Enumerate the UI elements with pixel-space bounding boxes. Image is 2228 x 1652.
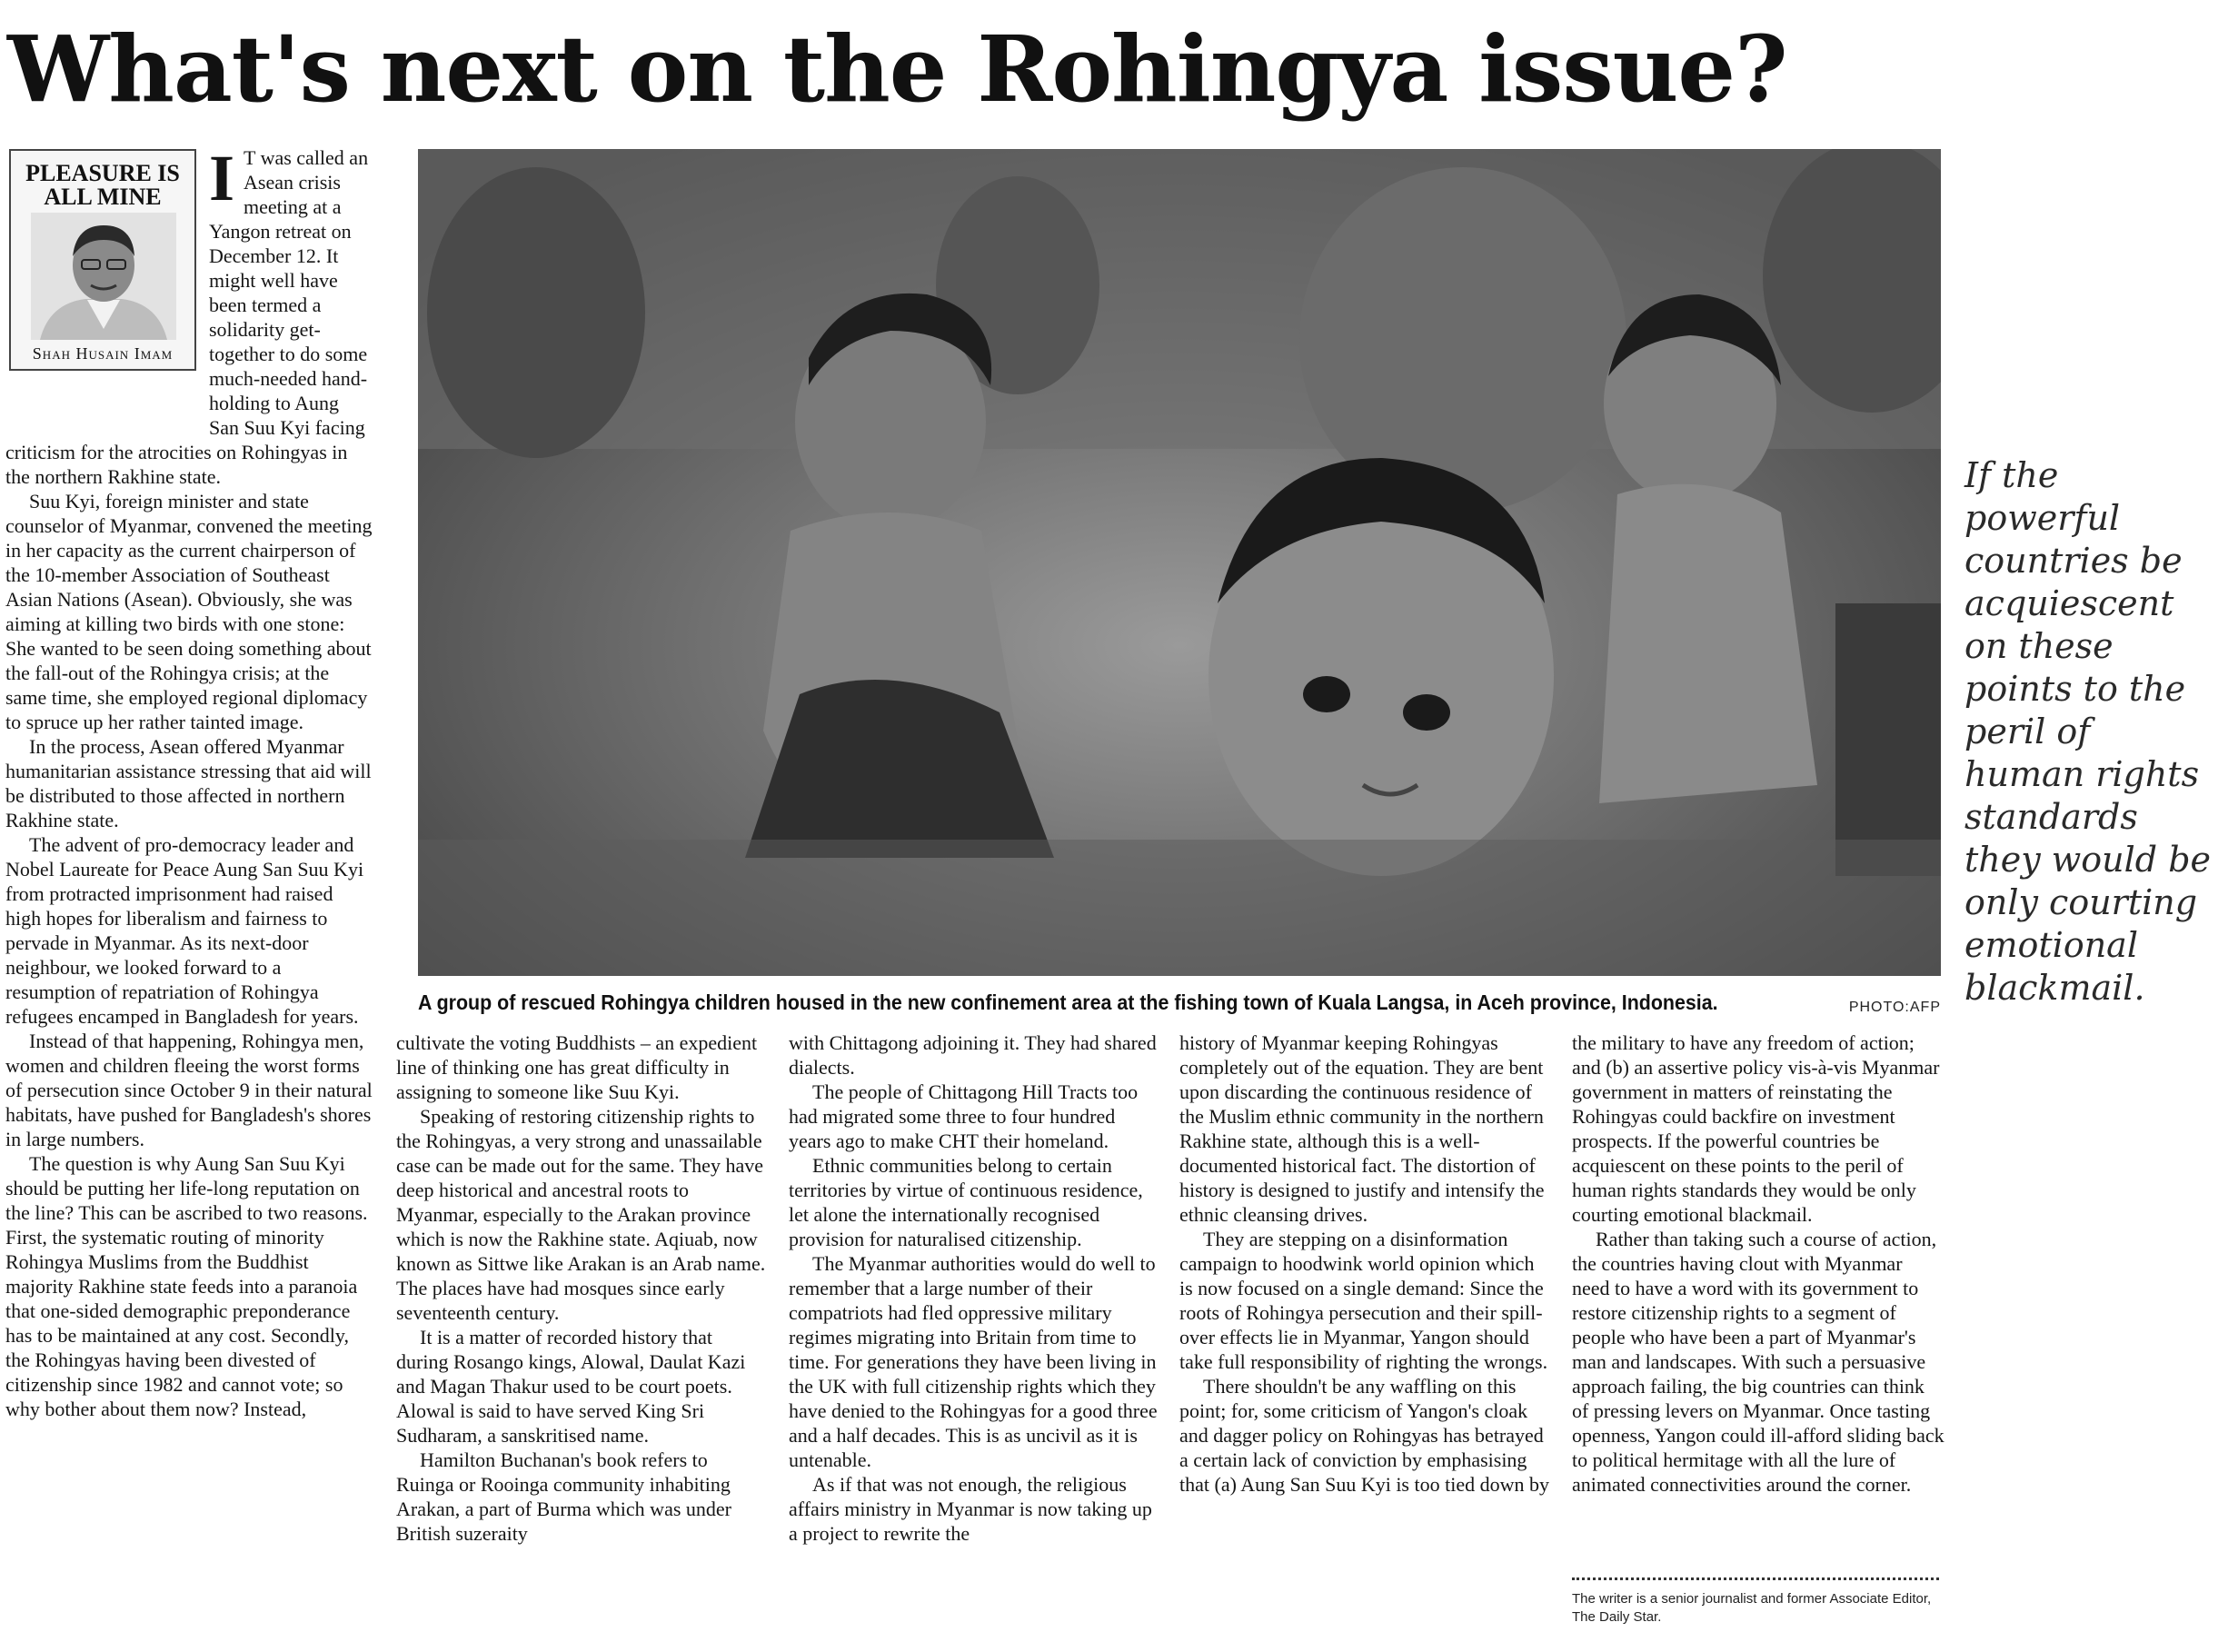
headline: What's next on the Rohingya issue? — [7, 15, 1787, 123]
article-paragraph: In the process, Asean offered Myanmar humanitarian assistance stressing that aid will be distributed to those affected in northern Rakhine state. — [5, 735, 372, 831]
article-paragraph: The advent of pro-democracy leader and Nobel Laureate for Peace Aung San Suu Kyi from protracted imprisonment had raised high hopes for liberalism and fairness to pervade in Myanmar. As its next-door neighbour, we looked forward to a resumption of repatriation of Rohingya refugees encamped in Bangladesh for years. — [5, 833, 364, 1028]
article-paragraph: As if that was not enough, the religious affairs ministry in Myanmar is now taking up a project to rewrite the — [789, 1473, 1152, 1545]
article-paragraph: Ethnic communities belong to certain territories by virtue of continuous residence, let alone the internationally recognised provision for naturalised citizenship. — [789, 1154, 1143, 1250]
article-column-1 — [5, 145, 373, 1636]
photo-credit: PHOTO:AFP — [1848, 1000, 1941, 1015]
rohingya-children-photo — [418, 149, 1941, 976]
drop-cap: I — [209, 145, 235, 214]
author-box-spacer — [5, 145, 209, 423]
photo-caption: A group of rescued Rohingya children housed in the new confinement area at the fishing town of Kuala Langsa, in Aceh province, Indonesia. — [418, 990, 1718, 1014]
article-paragraph: The people of Chittagong Hill Tracts too had migrated some three to four hundred years ago to make CHT their homeland. — [789, 1080, 1139, 1152]
article-paragraph: Rather than taking such a course of action, the countries having clout with Myanmar need to have a word with its government to restore citizenship rights to a segment of people who have been a part of Myanmar's man and landscapes. With such a persuasive approach failing, the big countries can think of pressing levers on Myanmar. Once tasting openness, Yangon could ill-afford sliding back to political hermitage with all the lure of animated connectivities around the corner. — [1572, 1228, 1945, 1496]
article-column-3 — [789, 1030, 1161, 1636]
article-paragraph: I T was called an Asean crisis meeting at a Yangon retreat on December 12. It might well have been termed a solidarity get-together to do some much-needed hand-holding to Aung San Suu Kyi facing criticism for the atrocities on Rohingyas in the northern Rakhine state. — [5, 145, 369, 488]
pull-quote: If the powerful countries be acquiescent on these points to the peril of human rights standards they would be only courting emotional blackmail. — [1964, 455, 2212, 1008]
article-paragraph: There shouldn't be any waffling on this point; for, some criticism of Yangon's cloak and dagger policy on Rohingyas has betrayed a certain lack of conviction by emphasising that (a) Aung San Suu Kyi is too tied down by — [1179, 1375, 1549, 1496]
article-column-2 — [396, 1030, 769, 1636]
article-paragraph: Instead of that happening, Rohingya men, women and children fleeing the worst forms of persecution since October 9 in their natural habitats, have pushed for Bangladesh's shores in large numbers. — [5, 1030, 373, 1150]
author-footnote: The writer is a senior journalist and former Associate Editor, The Daily Star. — [1572, 1591, 1932, 1625]
author-name: Shah Husain Imam — [32, 344, 174, 363]
article-paragraph: The Myanmar authorities would do well to remember that a large number of their compatriots had fled oppressive military regimes migrating into Britain from time to time. For generations they have been living in the UK with full citizenship rights which they have denied to the Rohingyas for a good three and a half decades. This is as uncivil as it is untenable. — [789, 1252, 1158, 1471]
article-paragraph: They are stepping on a disinformation campaign to hoodwink world opinion which is now focused on a single demand: Since the roots of Rohingya persecution and their spill-over effects lie in Myanmar, Yangon should take full responsibility of righting the wrongs. — [1179, 1228, 1548, 1373]
footnote-divider — [1572, 1577, 1939, 1580]
article-paragraph: Hamilton Buchanan's book refers to Ruinga or Rooinga community inhabiting Arakan, a part of Burma which was under British suzeraity — [396, 1448, 731, 1545]
article-paragraph: with Chittagong adjoining it. They had shared dialects. — [789, 1031, 1157, 1079]
article-paragraph: It is a matter of recorded history that during Rosango kings, Alowal, Daulat Kazi and Magan Thakur used to be court poets. Alowal is said to have served King Sri Sudharam, a sanskritised name. — [396, 1326, 746, 1447]
article-paragraph: Speaking of restoring citizenship rights to the Rohingyas, a very strong and unassailable case can be made out for the same. They have deep historical and ancestral roots to Myanmar, especially to the Arakan province which is now the Rakhine state. Aqiuab, now known as Sittwe like Arakan is an Arab name. The places have had mosques since early seventeenth century. — [396, 1105, 766, 1324]
article-paragraph: the military to have any freedom of action; and (b) an assertive policy vis-à-vis Myanmar government in matters of reinstating the Rohingyas could backfire on investment prospects. If the powerful countries be acquiescent on these points to the peril of human rights standards they would be only courting emotional blackmail. — [1572, 1031, 1940, 1226]
article-paragraph: Suu Kyi, foreign minister and state counselor of Myanmar, convened the meeting in her capacity as the current chairperson of the 10-member Association of Southeast Asian Nations (Asean). Obviously, she was aiming at killing two birds with one stone: She wanted to be seen doing something about the fall-out of the Rohingya crisis; at the same time, she employed regional diplomacy to spruce up her rather tainted image. — [5, 490, 373, 733]
column-name: PLEASURE IS ALL MINE — [25, 160, 180, 210]
article-paragraph: The question is why Aung San Suu Kyi should be putting her life-long reputation on the line? This can be ascribed to two reasons. First, the systematic routing of minority Rohingya Muslims from the Buddhist majority Rakhine state feeds into a paranoia that one-sided demographic preponderance has to be maintained at any cost. Secondly, the Rohingyas having been divested of citizenship since 1982 and cannot vote; so why bother about them now? Instead, — [5, 1152, 368, 1420]
article-column-4 — [1179, 1030, 1552, 1636]
news-photo — [418, 149, 1941, 976]
article-paragraph: cultivate the voting Buddhists – an expedient line of thinking one has great difficulty in assigning to someone like Suu Kyi. — [396, 1031, 758, 1103]
article-paragraph: history of Myanmar keeping Rohingyas completely out of the equation. They are bent upon discarding the continuous residence of the Muslim ethnic community in the northern Rakhine state, although this is a well-documented historical fact. The distortion of history is designed to justify and intensify the ethnic cleansing drives. — [1179, 1031, 1545, 1226]
article-column-5 — [1572, 1030, 1945, 1574]
